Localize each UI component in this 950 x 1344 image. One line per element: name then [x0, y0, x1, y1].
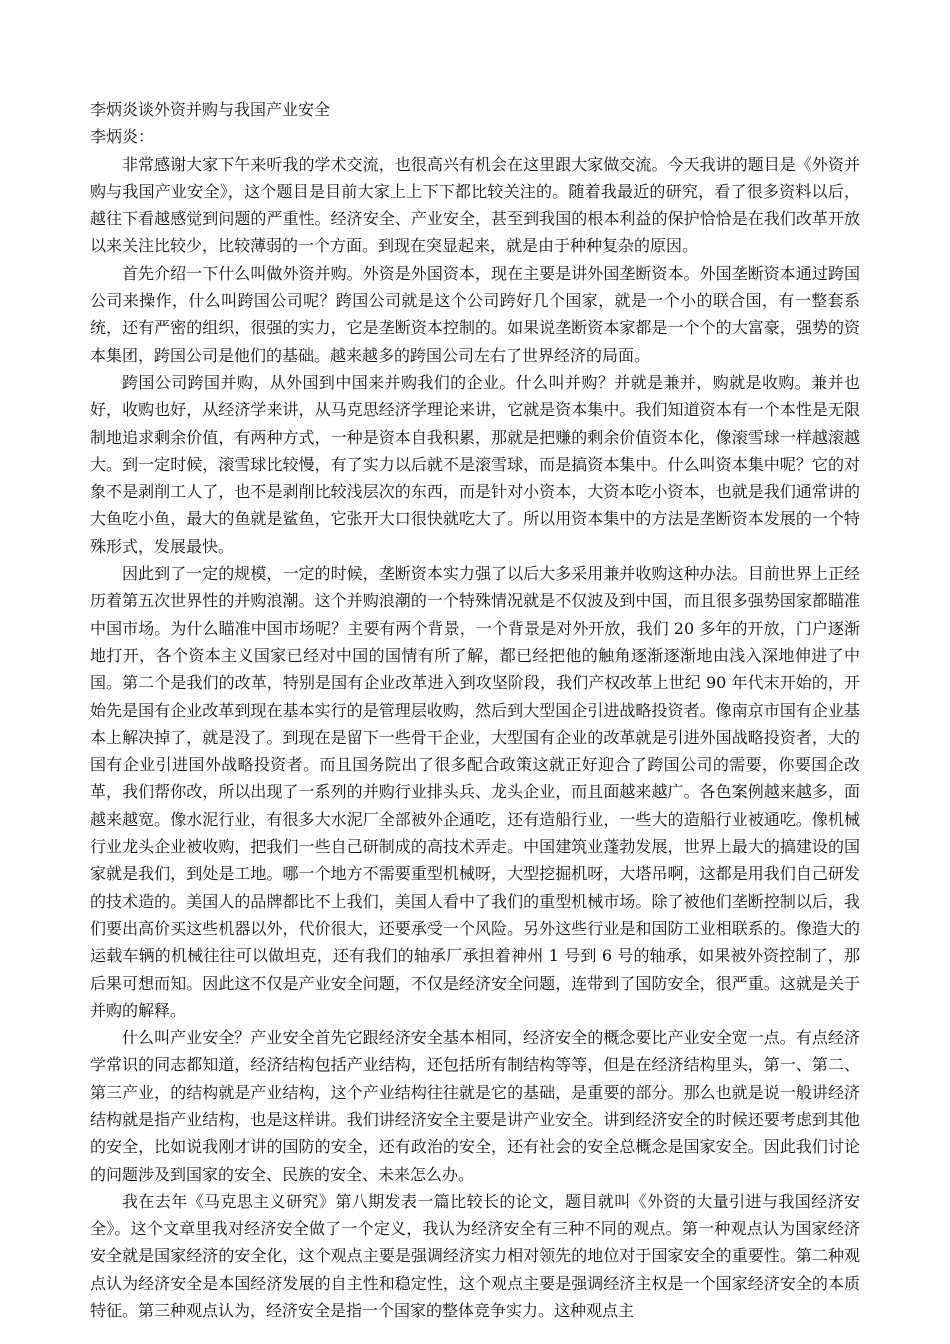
paragraph-2: 首先介绍一下什么叫做外资并购。外资是外国资本，现在主要是讲外国垄断资本。外国垄断资本通过跨国公司来操作，什么叫跨国公司呢？跨国公司就是这个公司跨好几个国家，就是一个小的联合国，有一整套系统，还有严密的组织，很强的实力，它是垄断资本控制的。如果说垄断资本家都是一个个的大富豪，强势的资本集团，跨国公司是他们的基础。越来越多的跨国公司左右了世界经济的局面。: [90, 263, 860, 365]
paragraph-5: 什么叫产业安全？产业安全首先它跟经济安全基本相同，经济安全的概念要比产业安全宽一点。有点经济学常识的同志都知道，经济结构包括产业结构，还包括所有制结构等等，但是在经济结构里头，第一、第二、第三产业，的结构就是产业结构，这个产业结构往往就是它的基础，是重要的部分。那么也就是说一般讲经济结构就是指产业结构，也是这样讲。我们讲经济安全主要是讲产业安全。讲到经济安全的时候还要考虑到其他的安全，比如说我刚才讲的国防的安全，还有政治的安全，还有社会的安全总概念是国家安全。因此我们讨论的问题涉及到国家的安全、民族的安全、未来怎么办。: [90, 1028, 860, 1184]
document-title: 李炳炎谈外资并购与我国产业安全: [90, 100, 331, 119]
paragraph-1: 非常感谢大家下午来听我的学术交流，也很高兴有机会在这里跟大家做交流。今天我讲的题目是《外资并购与我国产业安全》，这个题目是目前大家上上下下都比较关注的。随着我最近的研究，看了很多资料以后，越往下看越感觉到问题的严重性。经济安全、产业安全，甚至到我国的根本利益的保护恰恰是在我们改革开放以来关注比较少，比较薄弱的一个方面。到现在突显起来，就是由于种种复杂的原因。: [90, 154, 860, 256]
document-page: [90, 96, 860, 1324]
paragraph-6: 我在去年《马克思主义研究》第八期发表一篇比较长的论文，题目就叫《外资的大量引进与我国经济安全》。这个文章里我对经济安全做了一个定义，我认为经济安全有三种不同的观点。第一种观点认为国家经济安全就是国家经济的安全化，这个观点主要是强调经济实力相对领先的地位对于国家安全的重要性。第二种观点认为经济安全是本国经济发展的自主性和稳定性，这个观点主要是强调经济主权是一个国家经济安全的本质特征。第三种观点认为，经济安全是指一个国家的整体竞争实力。这种观点主: [90, 1191, 860, 1321]
paragraph-4: 因此到了一定的规模，一定的时候，垄断资本实力强了以后大多采用兼并收购这种办法。目前世界上正经历着第五次世界性的并购浪潮。这个并购浪潮的一个特殊情况就是不仅波及到中国，而且很多强势国家都瞄准中国市场。为什么瞄准中国市场呢？主要有两个背景，一个背景是对外开放，我们 20 多年的开放，门户逐渐地打开，各个资本主义国家已经对中国的国情有所了解，都已经把他的触角逐渐逐渐地由浅入深地伸进了中国。第二个是我们的改革，特别是国有企业改革进入到攻坚阶段，我们产权改革上世纪 90 年代末开始的，开始先是国有企业改革到现在基本实行的是管理层收购，然后到大型国企引进战略投资者。像南京市国有企业基本上解决掉了，就是没了。到现在是留下一些骨干企业，大型国有企业的改革就是引进外国战略投资者，大的国有企业引进国外战略投资者。而且国务院出了很多配合政策这就正好迎合了跨国公司的需要，你要国企改革，我们帮你改，所以出现了一系列的并购行业排头兵、龙头企业，而且面越来越广。各色案例越来越多，面越来越宽。像水泥行业，有很多大水泥厂全部被外企通吃，还有造船行业，一些大的造船行业被通吃。像机械行业龙头企业被收购，把我们一些自己研制成的高技术弄走。中国建筑业蓬勃发展，世界上最大的搞建设的国家就是我们，到处是工地。哪一个地方不需要重型机械呀，大型挖掘机呀，大塔吊啊，这都是用我们自己研发的技术造的。美国人的品牌都比不上我们，美国人看中了我们的重型机械市场。除了被他们垄断控制以后，我们要出高价买这些机器以外，代价很大，还要承受一个风险。另外这些行业是和国防工业相联系的。像造大的运载车辆的机械往往可以做坦克，还有我们的轴承厂承担着神州 1 号到 6 号的轴承，如果被外资控制了，那后果可想而知。因此这不仅是产业安全问题，不仅是经济安全问题，连带到了国防安全，很严重。这就是关于并购的解释。: [90, 564, 860, 1020]
paragraph-3: 跨国公司跨国并购，从外国到中国来并购我们的企业。什么叫并购？并就是兼并，购就是收购。兼并也好，收购也好，从经济学来讲，从马克思经济学理论来讲，它就是资本集中。我们知道资本有一个本性是无限制地追求剩余价值，有两种方式，一种是资本自我积累，那就是把赚的剩余价值资本化，像滚雪球一样越滚越大。到一定时候，滚雪球比较慢，有了实力以后就不是滚雪球，而是搞资本集中。什么叫资本集中呢？它的对象不是剥削工人了，也不是剥削比较浅层次的东西，而是针对小资本，大资本吃小资本，也就是我们通常讲的大鱼吃小鱼，最大的鱼就是鲨鱼，它张开大口很快就吃大了。所以用资本集中的方法是垄断资本发展的一个特殊形式，发展最快。: [90, 372, 860, 556]
document-author: 李炳炎：: [90, 127, 155, 147]
